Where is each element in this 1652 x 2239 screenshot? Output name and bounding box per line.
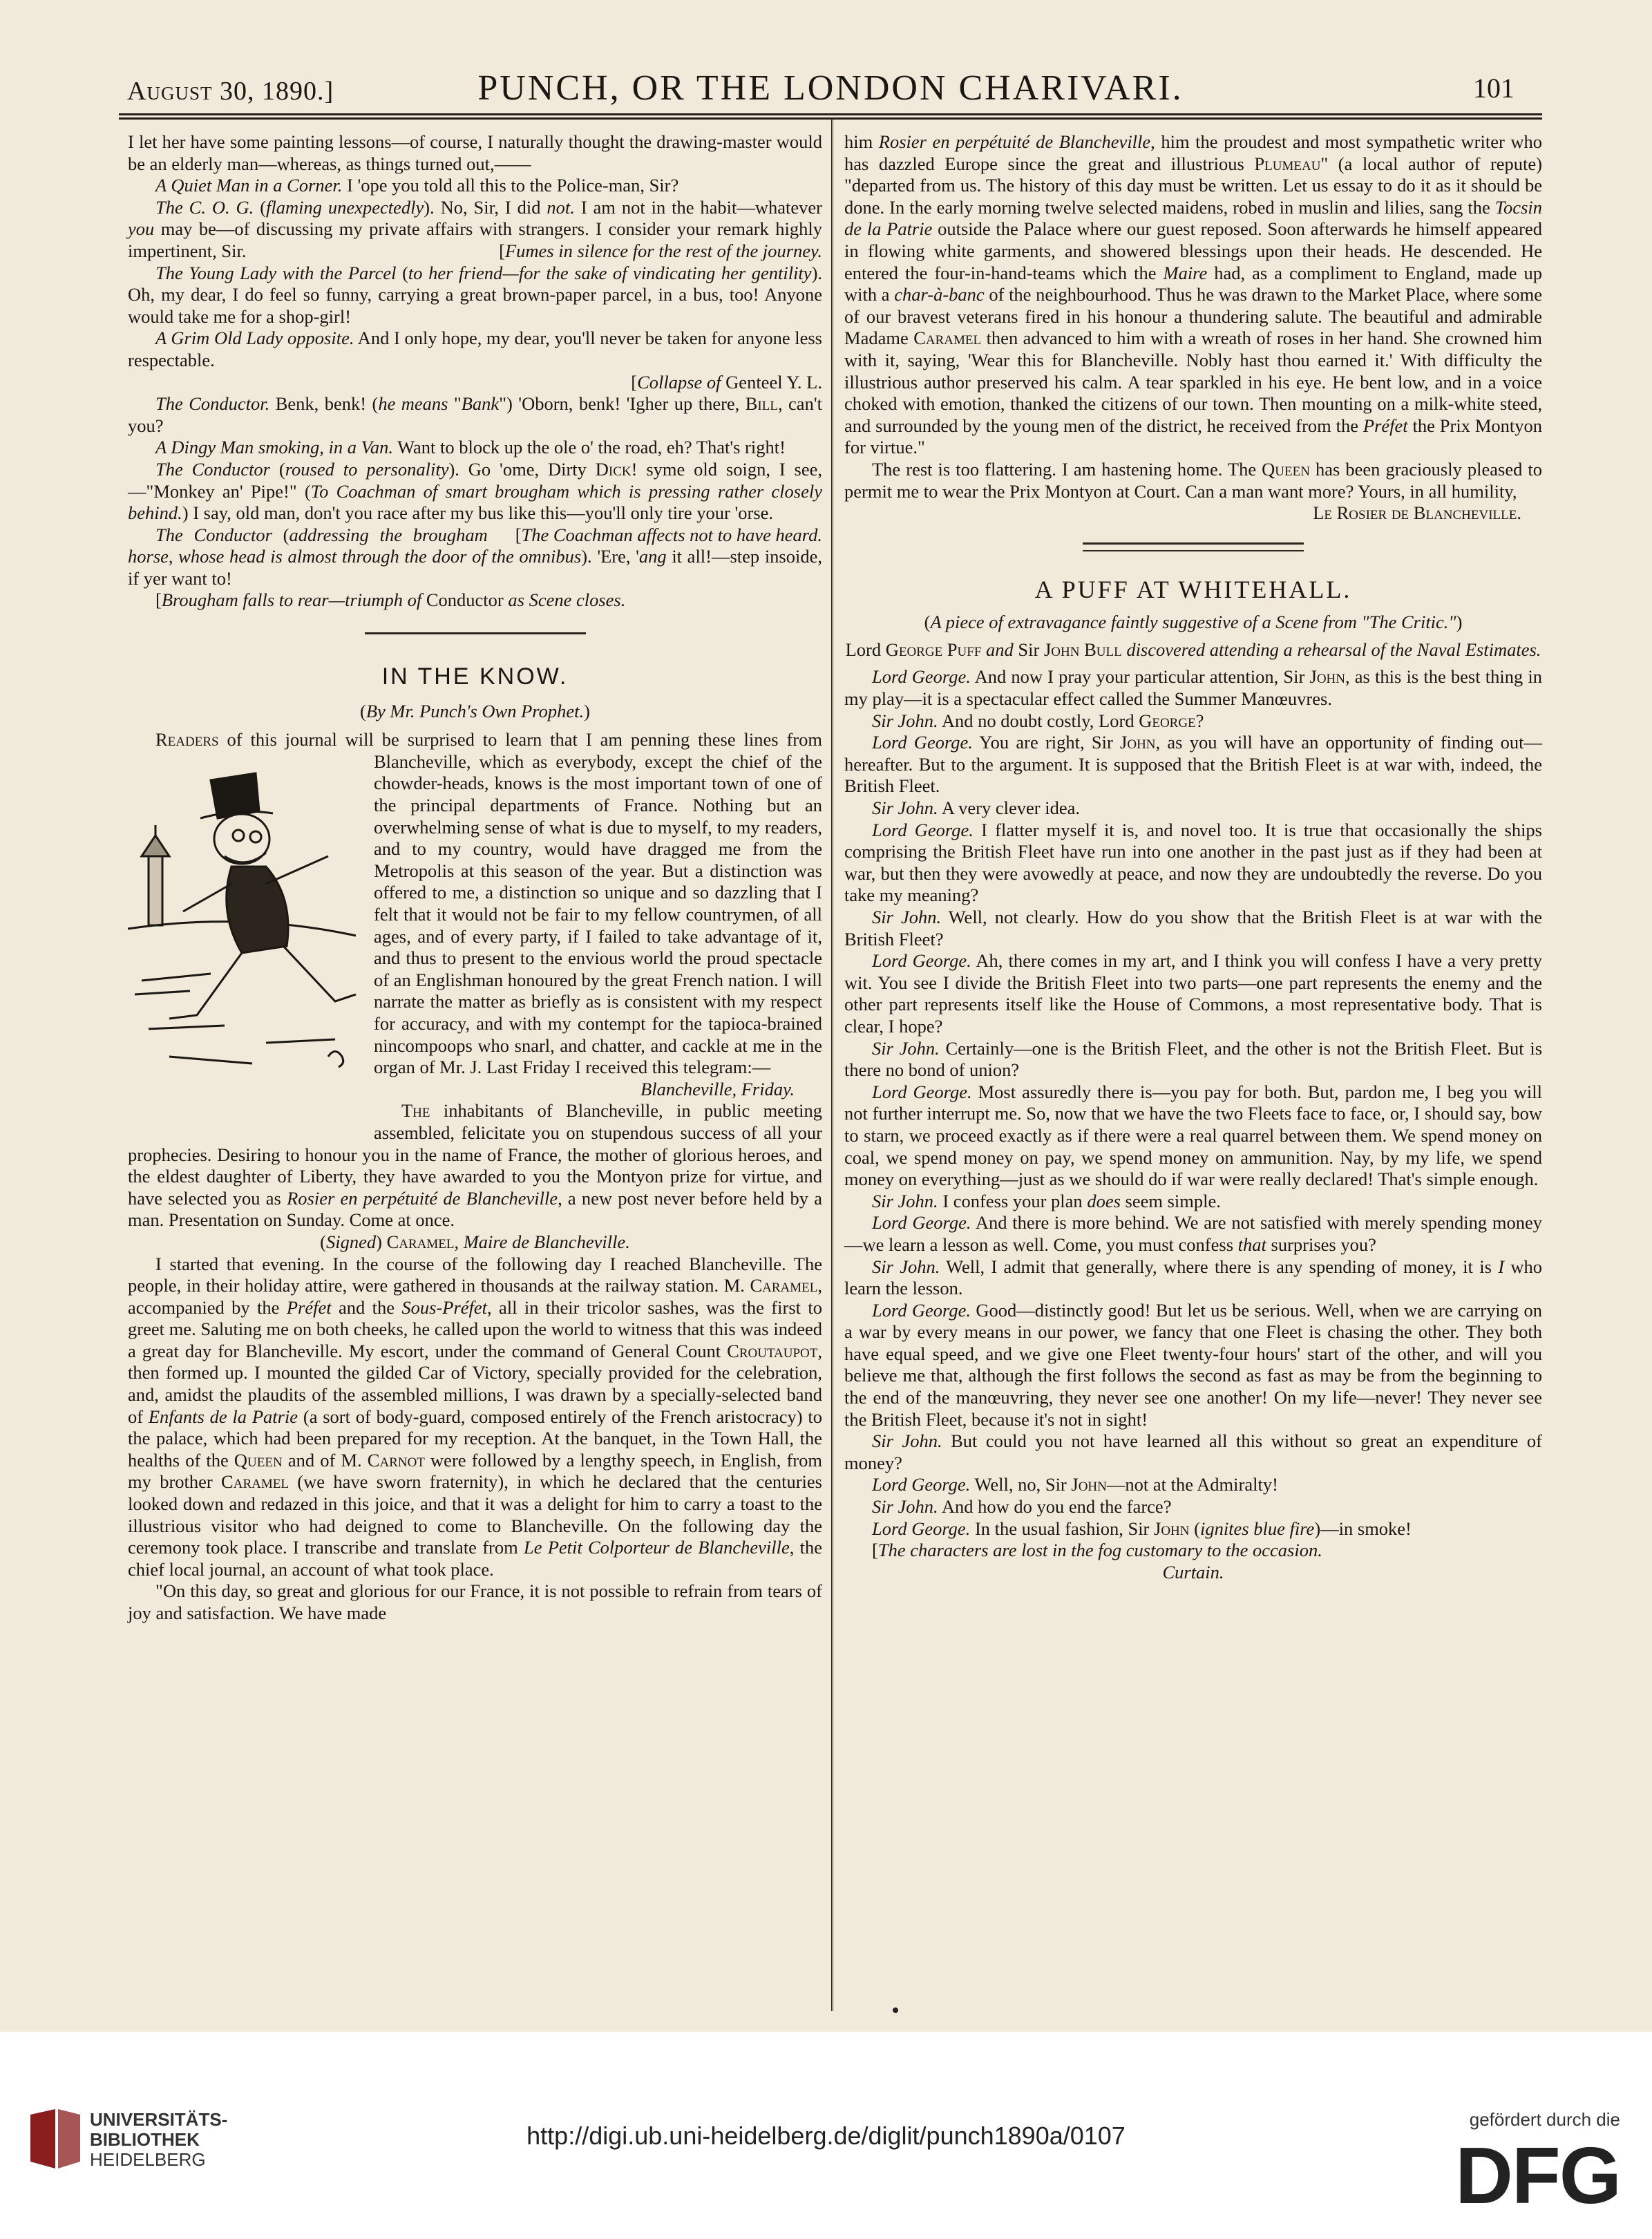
section-title-a-puff-at-whitehall: A PUFF AT WHITEHALL.	[1034, 575, 1352, 603]
page-number: 101	[1473, 73, 1515, 104]
subtitle: (A piece of extravagance faintly suggestive of a Scene from "The Critic.")	[924, 612, 1463, 633]
dialogue: Lord George. Ah, there comes in my art, and I think you will confess I have a very pretty wit. You see I divide the British Fleet into two parts—one part represents the enemy and the other part represents itself like the House of Commons, a most representative body. That is clear, I hope?	[844, 950, 1543, 1037]
institution-line: HEIDELBERG	[90, 2149, 206, 2170]
telegram: The inhabitants of Blancheville, in public meeting assembled, felicitate you on stupendous success of all your prophecies. Desiring to honour you in the name of France, the mother of glorious heroes, and the eldest daughter of Liberty, they have awarded to you the Montyon prize for virtue, and have selected you as Rosier en perpétuité de Blancheville, a new post never before held by a man. Presentation on Sunday. Come at once.	[128, 1100, 822, 1231]
stage-direction: [Brougham falls to rear—triumph of Conductor as Scene closes.	[155, 589, 626, 611]
man-in-top-hat-running-icon	[128, 753, 363, 1126]
right-column	[844, 131, 1542, 1583]
header-rule	[119, 117, 1542, 120]
dialogue: Lord George. Good—distinctly good! But let us be serious. Well, when we are carrying on a war by every means in our power, we fancy that one Fleet is chasing the other. They both have equal speed, and we give one Fleet twenty-four hours' start of the other, and will you believe me that, although the first follows the second as fast as may be from the beginning to the end of the manœuvring, they never see one another! On my life—never! They never see the British Fleet, because it's not in sight!	[844, 1299, 1543, 1430]
telegram-heading: Blancheville, Friday.	[640, 1078, 795, 1099]
bullet-dot	[893, 2007, 898, 2013]
paragraph: I started that evening. In the course of the following day I reached Blancheville. The people, in their holiday attire, were gathered in thousands at the railway station. M. Caramel, accompanied by the Préfet and the Sous-Préfet, all in their tricolor sashes, was the first to greet me. Saluting me on both cheeks, he called upon the world to witness that this was indeed a great day for Blancheville. My escort, under the command of General Count Croutaupot, then formed up. I mounted the gilded Car of Victory, specially provided for the celebration, and, amidst the plaudits of the assembled millions, I was drawn by a specially-selected band of Enfants de la Patrie (a sort of body-guard, composed entirely of the French aristocracy) to the palace, which had been prepared for my reception. At the banquet, in the Town Hall, the healths of the Queen and of M. Carnot were followed by a lengthy speech, in English, from my brother Caramel (we have sworn fraternity), in which he declared that the centuries looked down and redazed in this joice, and that it was a delight for him to carry a toast to the illustrious visitor who had deigned to come to Blancheville. On the following day the ceremony took place. I transcribe and translate from Le Petit Colporteur de Blancheville, the chief local journal, an account of what took place.	[128, 1253, 823, 1580]
dialogue: Sir John. Certainly—one is the British Fleet, and the other is not the British Fleet. But is there no bond of union?	[844, 1037, 1543, 1081]
dialogue: Lord George. You are right, Sir John, as you will have an opportunity of finding out—hereafter. But to the argument. It is supposed that the British Fleet is at war with, indeed, the British Fleet.	[844, 732, 1542, 797]
dialogue: Sir John. And how do you end the farce?	[872, 1496, 1172, 1518]
dialogue: Sir John. A very clever idea.	[872, 797, 1080, 819]
paragraph: A Dingy Man smoking, in a Van. Want to block up the ole o' the road, eh? That's right!	[155, 437, 786, 458]
magazine-title: PUNCH, OR THE LONDON CHARIVARI.	[477, 68, 1184, 108]
paragraph: The Conductor (roused to personality). Go 'ome, Dirty Dick! syme old soign, I see,—"Monkey an' Pipe!" (To Coachman of smart brougham which is pressing rather closely behind.) I say, old man, don't you race after my bus like this—you'll only tire your 'orse. [The Coachman affects not to have heard.	[128, 458, 822, 545]
institution-line: UNIVERSITÄTS-	[90, 2109, 228, 2130]
paragraph: him Rosier en perpétuité de Blancheville, him the proudest and most sympathetic writer who has dazzled Europe since the great and illustrious Plumeau" (a local author of repute) "departed from us. The history of this day must be written. Let us essay to do it as it should be done. In the early morning twelve selected maidens, robed in muslin and lilies, sang the Tocsin de la Patrie outside the Palace where our guest reposed. Soon afterwards he himself appeared in flowing white garments, and showered blessings upon their heads. He descended. He entered the four-in-hand-teams which the Maire had, as a compliment to England, made up with a char-à-banc of the neighbourhood. Thus he was drawn to the Market Place, where some of our bravest veterans fired in his honour a thundering salute. The beautiful and admirable Madame Caramel then advanced to him with a wreath of roses in her hand. She crowned him with it, saying, 'Wear this for Blancheville. Nobly hast thou earned it.' With difficulty the illustrious author preserved his calm. A tear sparkled in his eye. He bent low, and in a voice choked with emotion, thanked the citizens of our town. Then mounting on a milk-white steed, and surrounded by the young men of the district, he received from the Préfet the Prix Montyon for virtue."	[844, 131, 1543, 458]
dialogue: Sir John. Well, I admit that generally, where there is any spending of money, it is I who learn the lesson.	[844, 1256, 1543, 1299]
dialogue: Sir John. But could you not have learned all this without so great an expenditure of money?	[844, 1430, 1543, 1473]
dialogue: Lord George. In the usual fashion, Sir John (ignites blue fire)—in smoke!	[872, 1518, 1412, 1539]
institution-line: BIBLIOTHEK	[90, 2129, 200, 2150]
dfg-logo: DFG	[1455, 2131, 1620, 2220]
stage-direction: [Collapse of Genteel Y. L.	[631, 371, 822, 393]
dialogue: Lord George. Most assuredly there is—you pay for both. But, pardon me, I beg you will not further interrupt me. So, now that we have the two Fleets face to face, or, I should say, bow to starn, we proceed exactly as if there were a real quarrel between them. We spend money on coal, we spend money on pay, we spend money on ammunition. Nay, by my life, we spend money on everything—just as we should do if war were really declared! That's simple enough.	[844, 1081, 1543, 1190]
dialogue: Lord George. Well, no, Sir John—not at the Admiralty!	[872, 1474, 1278, 1495]
signature: Le Rosier de Blancheville.	[1313, 502, 1521, 524]
paragraph: The rest is too flattering. I am hastening home. The Queen has been graciously pleased to permit me to wear the Prix Montyon at Court. Can a man want more? Yours, in all humility,	[844, 458, 1542, 502]
dialogue: Lord George. And there is more behind. We are not satisfied with merely spending money—we learn a lesson as well. Come, you must confess that surprises you?	[844, 1212, 1542, 1255]
source-url-link[interactable]: http://digi.ub.uni-heidelberg.de/diglit/punch1890a/0107	[526, 2122, 1126, 2150]
dialogue: Lord George. And now I pray your particular attention, Sir John, as this is the best thing in my play—it is a spectacular effect called the Summer Manœuvres.	[844, 666, 1542, 710]
column-divider	[831, 117, 833, 2011]
paragraph: I let her have some painting lessons—of course, I naturally thought the drawing-master would be an elderly man—whereas, as things turned out,——	[128, 131, 822, 174]
paragraph: The Conductor (addressing the brougham horse, whose head is almost through the door of the omnibus). 'Ere, 'ang it all!—step insoide, if yer want to!	[128, 524, 822, 589]
dialogue: Sir John. Well, not clearly. How do you show that the British Fleet is at war with the British Fleet?	[844, 907, 1542, 950]
paragraph: The Young Lady with the Parcel (to her friend—for the sake of vindicating her gentility). Oh, my dear, I do feel so funny, carrying a great brown-paper parcel, in a bus, too! Anyone would take me for a shop-girl!	[128, 262, 823, 327]
scene-setting: Lord George Puff and Sir John Bull discovered attending a rehearsal of the Naval Estimates.	[845, 639, 1541, 660]
header-rule	[119, 113, 1542, 115]
section-rule	[1083, 542, 1304, 545]
funding-text: gefördert durch die	[1469, 2109, 1620, 2130]
paragraph: "On this day, so great and glorious for our France, it is not possible to refrain from tears of joy and satisfaction. We have made	[128, 1580, 822, 1623]
section-title-in-the-know: IN THE KNOW.	[381, 663, 569, 690]
section-rule	[365, 632, 586, 634]
paragraph: A Grim Old Lady opposite. And I only hope, my dear, you'll never be taken for anyone less respectable.	[128, 328, 822, 370]
left-column	[128, 131, 822, 1625]
stage-direction: Curtain.	[1162, 1561, 1224, 1583]
section-rule	[1083, 550, 1304, 551]
paragraph: The C. O. G. (flaming unexpectedly). No, Sir, I did not. I am not in the habit—whatever you may be—of discussing my private affairs with strangers. I consider your remark highly impertinent, Sir. [Fumes in silence for the rest of the journey.	[128, 196, 822, 261]
issue-date: August 30, 1890.]	[127, 77, 334, 106]
byline: (By Mr. Punch's Own Prophet.)	[360, 700, 590, 721]
dialogue: Lord George. I flatter myself it is, and novel too. It is true that occasionally the ships comprising the British Fleet have run into one another in the past just as if they had been at war, but then they were avowedly at peace, and now they are undoubtedly the reverse. Do you take my meaning?	[844, 819, 1542, 906]
page-header	[119, 68, 1542, 109]
paragraph: A Quiet Man in a Corner. I 'ope you told all this to the Police-man, Sir?	[155, 175, 679, 196]
paragraph: The Conductor. Benk, benk! (he means "Bank") 'Oborn, benk! 'Igher up there, Bill, can't you?	[128, 393, 822, 436]
paragraph: Readers of this journal will be surprised to learn that I am penning these lines from Blancheville, which as everybody, except the chief of the chowder-heads, knows is the most important town of one of the principal departments of France. Nothing but an overwhelming sense of what is due to myself, to my readers, and to my country, would have dragged me from the Metropolis at this season of the year. But a distinction was offered to me, a distinction so unique and so dazzling that I felt that it would not be fair to my fellow countrymen, of all ages, and of every party, if I failed to take advantage of it, and thus to present to the envious world the proud spectacle of an Englishman honoured by the great French nation. I will narrate the matter as briefly as is consistent with my respect for accuracy, and with my contempt for the tapioca-brained nincompoops who snarl, and chatter, and cackle at me in the organ of Mr. J. Last Friday I received this telegram:—	[128, 729, 822, 1079]
dialogue: Sir John. And no doubt costly, Lord George?	[872, 710, 1204, 731]
stage-direction: [The characters are lost in the fog customary to the occasion.	[872, 1540, 1322, 1561]
signature: (Signed) Caramel, Maire de Blancheville.	[320, 1231, 630, 1252]
dialogue: Sir John. I confess your plan does seem simple.	[872, 1190, 1221, 1211]
